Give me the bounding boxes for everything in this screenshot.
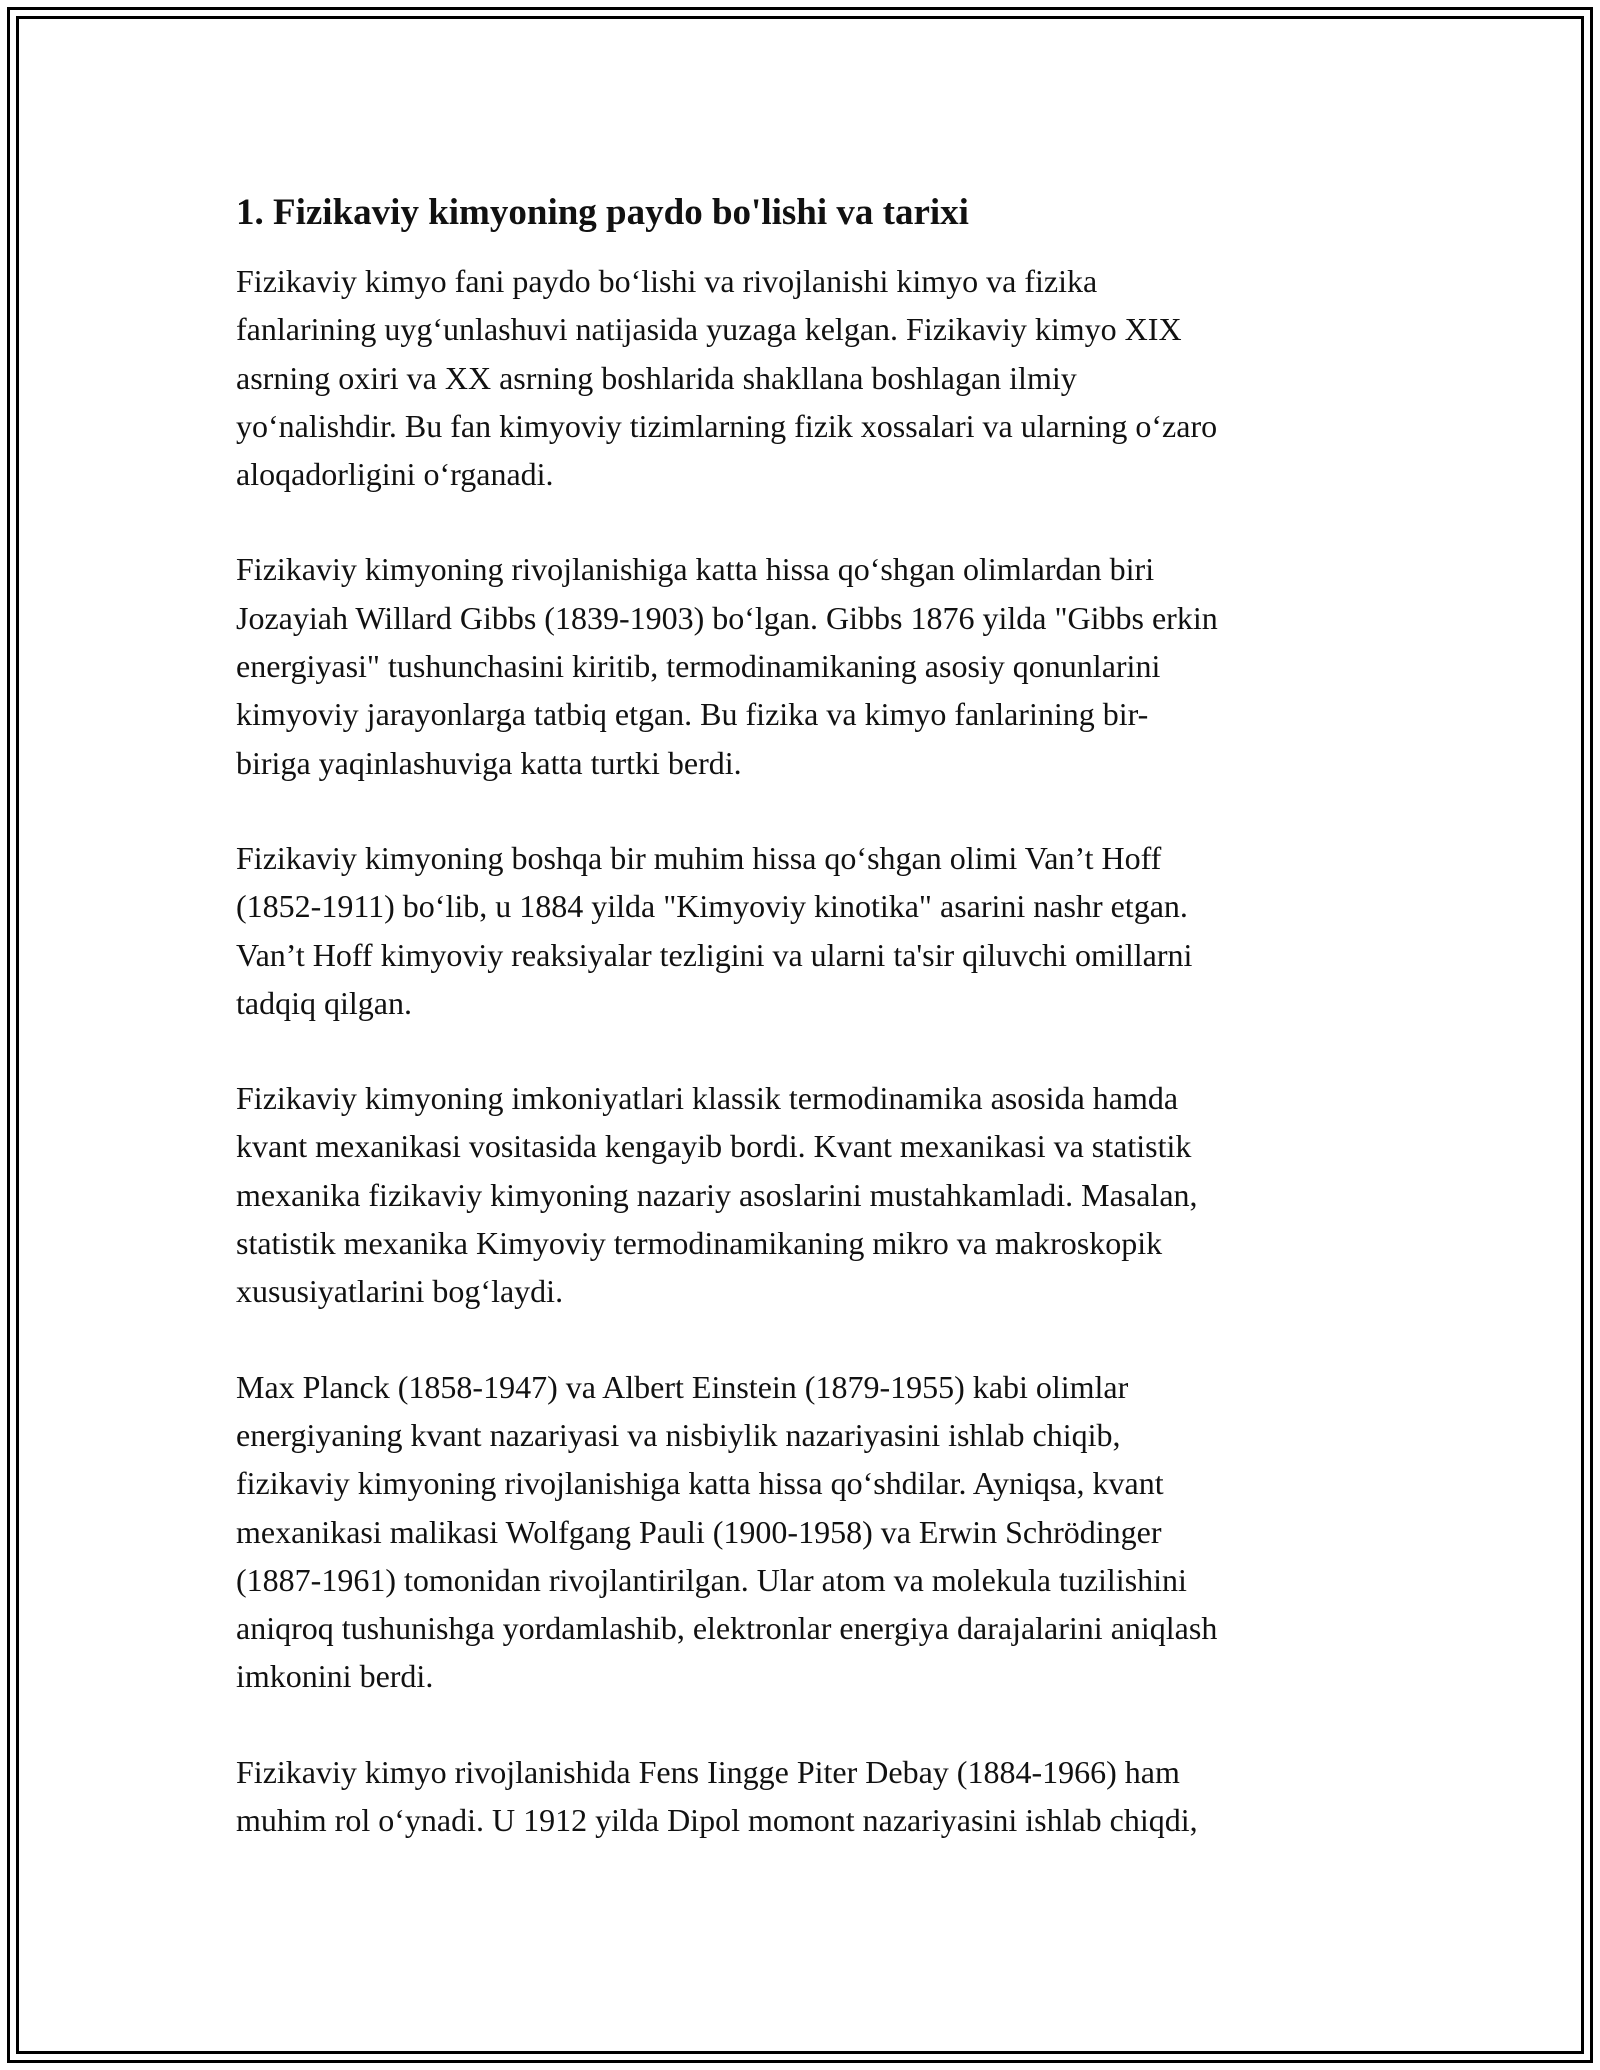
- text-line: Jozayiah Willard Gibbs (1839-1903) bo‘lgan. Gibbs 1876 yilda "Gibbs erkin: [236, 599, 1218, 636]
- text-line: Fizikaviy kimyoning rivojlanishiga katta hissa qo‘shgan olimlardan biri: [236, 551, 1155, 588]
- paragraph-debye: [236, 1748, 1366, 1845]
- text-line: Fizikaviy kimyo rivojlanishida Fens Iingge Piter Debay (1884-1966) ham: [236, 1753, 1180, 1790]
- text-line: muhim rol o‘ynadi. U 1912 yilda Dipol momont nazariyasini ishlab chiqdi,: [236, 1802, 1198, 1839]
- text-line: Fizikaviy kimyo fani paydo bo‘lishi va rivojlanishi kimyo va fizika: [236, 263, 1098, 299]
- text-line: statistik mexanika Kimyoviy termodinamikaning mikro va makroskopik: [236, 1225, 1163, 1262]
- text-line: aniqroq tushunishga yordamlashib, elektronlar energiya darajalarini aniqlash: [236, 1610, 1218, 1647]
- text-line: yo‘nalishdir. Bu fan kimyoviy tizimlarning fizik xossalari va ularning o‘zaro: [236, 407, 1218, 444]
- text-line: tadqiq qilgan.: [236, 984, 412, 1021]
- paragraph-planck-einstein: [236, 1363, 1366, 1701]
- text-line: biriga yaqinlashuviga katta turtki berdi.: [236, 744, 742, 781]
- text-line: aloqadorligini o‘rganadi.: [236, 456, 554, 493]
- text-line: Fizikaviy kimyoning imkoniyatlari klassik termodinamika asosida hamda: [236, 1080, 1179, 1117]
- text-line: Van’t Hoff kimyoviy reaksiyalar tezligini va ularni ta'sir qiluvchi omillarni: [236, 936, 1193, 973]
- paragraph-vant-hoff: [236, 834, 1366, 1027]
- paragraph-gibbs: [236, 545, 1366, 786]
- text-line: (1852-1911) bo‘lib, u 1884 yilda "Kimyoviy kinotika" asarini nashr etgan.: [236, 888, 1188, 925]
- text-line: kvant mexanikasi vositasida kengayib bordi. Kvant mexanikasi va statistik: [236, 1128, 1192, 1165]
- text-line: mexanika fizikaviy kimyoning nazariy asoslarini mustahkamladi. Masalan,: [236, 1176, 1198, 1213]
- text-line: xususiyatlarini bog‘laydi.: [236, 1273, 564, 1310]
- text-line: mexanikasi malikasi Wolfgang Pauli (1900-1958) va Erwin Schrödinger: [236, 1513, 1162, 1550]
- text-line: Max Planck (1858-1947) va Albert Einstein (1879-1955) kabi olimlar: [236, 1368, 1129, 1405]
- text-line: energiyaning kvant nazariyasi va nisbiylik nazariyasini ishlab chiqib,: [236, 1416, 1121, 1453]
- text-line: energiyasi" tushunchasini kiritib, termodinamikaning asosiy qonunlarini: [236, 648, 1161, 685]
- text-line: imkonini berdi.: [236, 1658, 434, 1695]
- text-line: fanlarining uyg‘unlashuvi natijasida yuzaga kelgan. Fizikaviy kimyo XIX: [236, 311, 1182, 348]
- section-heading: 1. Fizikaviy kimyoning paydo bo'lishi va tarixi: [236, 192, 969, 233]
- text-line: (1887-1961) tomonidan rivojlantirilgan. Ular atom va molekula tuzilishini: [236, 1561, 1187, 1598]
- text-line: fizikaviy kimyoning rivojlanishiga katta hissa qo‘shdilar. Ayniqsa, kvant: [236, 1465, 1164, 1502]
- text-line: asrning oxiri va XX asrning boshlarida shakllana boshlagan ilmiy: [236, 359, 1077, 396]
- text-line: Fizikaviy kimyoning boshqa bir muhim hissa qo‘shgan olimi Van’t Hoff: [236, 839, 1162, 876]
- paragraph-quantum-mechanics: [236, 1074, 1366, 1315]
- text-line: kimyoviy jarayonlarga tatbiq etgan. Bu fizika va kimyo fanlarining bir-: [236, 696, 1149, 733]
- paragraph-origins: [236, 257, 1366, 498]
- document-body: [236, 185, 1366, 1844]
